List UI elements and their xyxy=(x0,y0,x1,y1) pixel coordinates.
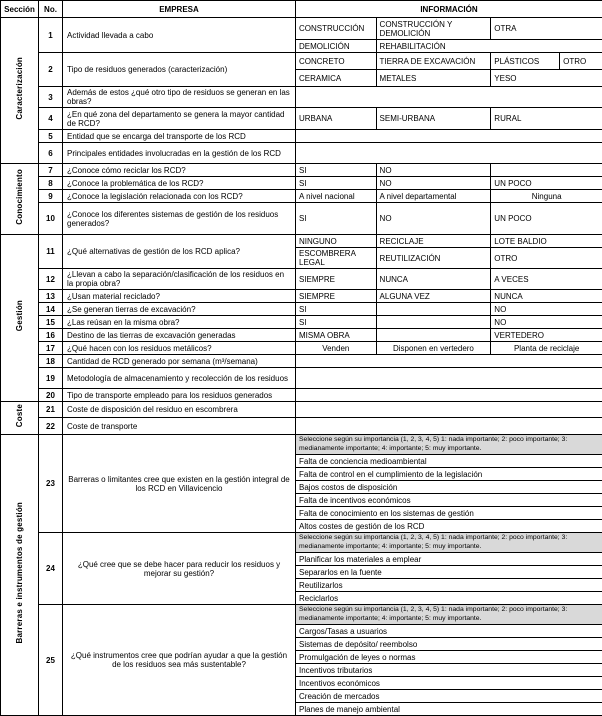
info-option-empty xyxy=(376,329,491,341)
section-cell-caracterizacion xyxy=(1,18,39,164)
question-text: Barreras o limitantes cree que existen en la gestión integral de los RCD en Villavicencio xyxy=(63,435,296,533)
table-row xyxy=(1,203,602,235)
info-option: CONSTRUCCIÓN xyxy=(296,18,376,39)
info-grid xyxy=(296,533,602,604)
info-option: NINGUNO xyxy=(296,235,376,247)
row-number: 24 xyxy=(39,533,63,605)
info-option: A nivel nacional xyxy=(296,190,376,202)
question-text: ¿Las reúsan en la misma obra? xyxy=(63,316,296,329)
option-line xyxy=(296,108,602,129)
header-informacion: INFORMACIÓN xyxy=(296,1,602,18)
question-text: Coste de transporte xyxy=(63,418,296,435)
question-text: ¿Conoce la legislación relacionada con los RCD? xyxy=(63,190,296,203)
table-row xyxy=(1,303,602,316)
info-cell xyxy=(296,235,602,269)
table-row xyxy=(1,418,602,435)
info-cell xyxy=(296,290,602,303)
question-text: Entidad que se encarga del transporte de los RCD xyxy=(63,130,296,143)
importance-instruction: Seleccione según su importancia (1, 2, 3, 4, 5) 1: nada importante; 2: poco importante; 3: medianamente importante; 4: importante; 5: muy importante. xyxy=(296,605,602,624)
info-option: Incentivos tributarios xyxy=(296,664,602,676)
info-option: CONCRETO xyxy=(296,53,376,69)
row-number: 11 xyxy=(39,235,63,269)
info-option: NO xyxy=(376,164,491,176)
info-option-empty xyxy=(376,303,491,315)
info-option: Reutilizarlos xyxy=(296,579,602,591)
info-cell xyxy=(296,605,602,716)
info-option: REHABILITACIÓN xyxy=(376,40,602,52)
info-option: Bajos costos de disposición xyxy=(296,481,602,493)
row-number: 18 xyxy=(39,355,63,368)
info-option: VERTEDERO xyxy=(490,329,602,341)
table-row xyxy=(1,605,602,716)
option-line xyxy=(296,303,602,315)
info-grid xyxy=(296,203,602,234)
table-row xyxy=(1,18,602,53)
info-option: Separarlos en la fuente xyxy=(296,566,602,578)
section-label: Gestión xyxy=(15,300,24,331)
info-option: URBANA xyxy=(296,108,376,129)
question-text: ¿Se generan tierras de excavación? xyxy=(63,303,296,316)
section-cell-gestion xyxy=(1,235,39,402)
row-number: 3 xyxy=(39,87,63,108)
row-number: 4 xyxy=(39,108,63,130)
section-label: Coste xyxy=(15,404,24,427)
table-row xyxy=(1,290,602,303)
question-text: ¿En qué zona del departamento se genera la mayor cantidad de RCD? xyxy=(63,108,296,130)
info-option: Falta de conocimiento en los sistemas de gestión xyxy=(296,507,602,519)
info-option: Cargos/Tasas a usuarios xyxy=(296,625,602,637)
info-option: NO xyxy=(490,316,602,328)
option-line xyxy=(296,506,602,519)
question-text: ¿Llevan a cabo la separación/clasificación de los residuos en la propia obra? xyxy=(63,269,296,290)
option-line xyxy=(296,663,602,676)
info-grid xyxy=(296,190,602,202)
question-text: ¿Conoce la problemática de los RCD? xyxy=(63,177,296,190)
row-number: 9 xyxy=(39,190,63,203)
question-text: ¿Qué instrumentos cree que podrían ayudar a que la gestión de los residuos sea más sustentable? xyxy=(63,605,296,716)
table-row xyxy=(1,355,602,368)
section-cell-conocimiento xyxy=(1,164,39,235)
info-option: Falta de incentivos económicos xyxy=(296,494,602,506)
info-option: Planes de manejo ambiental xyxy=(296,703,602,715)
info-option: SI xyxy=(296,203,376,234)
header-seccion: Sección xyxy=(1,1,39,18)
question-text: ¿Qué hacen con los residuos metálicos? xyxy=(63,342,296,355)
info-grid xyxy=(296,108,602,129)
info-option: Incentivos económicos xyxy=(296,677,602,689)
option-line xyxy=(296,565,602,578)
info-option: SIEMPRE xyxy=(296,269,376,289)
option-line xyxy=(296,316,602,328)
info-option: LOTE BALDIO xyxy=(490,235,602,247)
info-option: REUTILIZACIÓN xyxy=(376,248,491,268)
info-cell xyxy=(296,164,602,177)
question-text: Tipo de transporte empleado para los residuos generados xyxy=(63,389,296,402)
row-number: 10 xyxy=(39,203,63,235)
row-number: 22 xyxy=(39,418,63,435)
option-line xyxy=(296,342,602,354)
option-line xyxy=(296,235,602,247)
table-row xyxy=(1,87,602,108)
info-grid xyxy=(296,177,602,189)
info-cell xyxy=(296,143,602,164)
info-cell xyxy=(296,418,602,435)
info-grid xyxy=(296,164,602,176)
table-row xyxy=(1,389,602,402)
info-option: RECICLAJE xyxy=(376,235,491,247)
option-line xyxy=(296,435,602,454)
info-option: UN POCO xyxy=(490,203,602,234)
info-grid xyxy=(296,342,602,354)
info-grid xyxy=(296,435,602,532)
table-row xyxy=(1,177,602,190)
question-text: Destino de las tierras de excavación generadas xyxy=(63,329,296,342)
info-cell xyxy=(296,130,602,143)
info-option: OTRO xyxy=(559,53,602,69)
info-option: CERAMICA xyxy=(296,70,376,86)
info-cell xyxy=(296,533,602,605)
row-number: 1 xyxy=(39,18,63,53)
info-grid xyxy=(296,290,602,302)
row-number: 20 xyxy=(39,389,63,402)
option-line xyxy=(296,637,602,650)
header-empresa: EMPRESA xyxy=(63,1,296,18)
row-number: 21 xyxy=(39,402,63,418)
question-text: ¿Qué cree que se debe hacer para reducir los residuos y mejorar su gestión? xyxy=(63,533,296,605)
section-label: Caracterización xyxy=(15,57,24,120)
info-option: Creación de mercados xyxy=(296,690,602,702)
table-row xyxy=(1,190,602,203)
question-text: ¿Usan material reciclado? xyxy=(63,290,296,303)
info-cell xyxy=(296,329,602,342)
option-line xyxy=(296,467,602,480)
table-row xyxy=(1,164,602,177)
option-line xyxy=(296,69,602,86)
info-cell xyxy=(296,269,602,290)
section-cell-barreras xyxy=(1,435,39,716)
table-row xyxy=(1,316,602,329)
info-option: Ninguna xyxy=(490,190,602,202)
option-line xyxy=(296,190,602,202)
info-option: TIERRA DE EXCAVACIÓN xyxy=(376,53,491,69)
info-option: SI xyxy=(296,303,376,315)
header-no: No. xyxy=(39,1,63,18)
section-label: Conocimiento xyxy=(15,169,24,225)
info-option-empty xyxy=(490,164,602,176)
table-row xyxy=(1,329,602,342)
info-cell xyxy=(296,203,602,235)
row-number: 25 xyxy=(39,605,63,716)
info-option: OTRO xyxy=(490,248,602,268)
row-number: 16 xyxy=(39,329,63,342)
option-line xyxy=(296,533,602,552)
option-line xyxy=(296,591,602,604)
info-option: NUNCA xyxy=(490,290,602,302)
info-cell xyxy=(296,342,602,355)
info-grid xyxy=(296,235,602,268)
row-number: 14 xyxy=(39,303,63,316)
option-line xyxy=(296,203,602,234)
option-line xyxy=(296,269,602,289)
table-row xyxy=(1,342,602,355)
question-text: Metodología de almacenamiento y recolección de los residuos xyxy=(63,368,296,389)
info-cell xyxy=(296,108,602,130)
info-grid xyxy=(296,329,602,341)
table-row xyxy=(1,108,602,130)
table-row xyxy=(1,235,602,269)
info-option: Promulgación de leyes o normas xyxy=(296,651,602,663)
info-option: NO xyxy=(376,203,491,234)
option-line xyxy=(296,552,602,565)
info-option: Falta de control en el cumplimiento de la legislación xyxy=(296,468,602,480)
info-option: MISMA OBRA xyxy=(296,329,376,341)
info-option: Disponen en vertedero xyxy=(376,342,491,354)
info-cell xyxy=(296,402,602,418)
question-text: ¿Conoce cómo reciclar los RCD? xyxy=(63,164,296,177)
option-line xyxy=(296,624,602,637)
row-number: 6 xyxy=(39,143,63,164)
info-option: SI xyxy=(296,164,376,176)
info-option: SI xyxy=(296,316,376,328)
row-number: 15 xyxy=(39,316,63,329)
table-row xyxy=(1,533,602,605)
question-text: Además de estos ¿qué otro tipo de residuos se generan en las obras? xyxy=(63,87,296,108)
info-cell xyxy=(296,368,602,389)
info-option: SI xyxy=(296,177,376,189)
option-line xyxy=(296,605,602,624)
option-line xyxy=(296,290,602,302)
info-option-empty xyxy=(376,316,491,328)
info-option: RURAL xyxy=(490,108,602,129)
section-cell-coste xyxy=(1,402,39,435)
row-number: 17 xyxy=(39,342,63,355)
option-line xyxy=(296,177,602,189)
info-option: Altos costes de gestión de los RCD xyxy=(296,520,602,532)
table-row xyxy=(1,143,602,164)
option-line xyxy=(296,164,602,176)
option-line xyxy=(296,578,602,591)
info-cell xyxy=(296,355,602,368)
importance-instruction: Seleccione según su importancia (1, 2, 3, 4, 5) 1: nada importante; 2: poco importante; 3: medianamente importante; 4: importante; 5: muy importante. xyxy=(296,533,602,552)
table-row xyxy=(1,435,602,533)
info-option: METALES xyxy=(376,70,491,86)
option-line xyxy=(296,329,602,341)
question-text: Tipo de residuos generados (caracterización) xyxy=(63,53,296,87)
table-row xyxy=(1,402,602,418)
option-line xyxy=(296,18,602,39)
info-cell xyxy=(296,53,602,87)
info-option: NUNCA xyxy=(376,269,491,289)
header-row xyxy=(1,1,602,18)
info-option: Reciclarlos xyxy=(296,592,602,604)
info-option: Planificar los materiales a emplear xyxy=(296,553,602,565)
info-option: Falta de conciencia medioambiental xyxy=(296,455,602,467)
info-option: SIEMPRE xyxy=(296,290,376,302)
row-number: 23 xyxy=(39,435,63,533)
info-cell xyxy=(296,389,602,402)
option-line xyxy=(296,480,602,493)
info-option: DEMOLICIÓN xyxy=(296,40,376,52)
info-cell xyxy=(296,87,602,108)
info-cell xyxy=(296,18,602,53)
info-grid xyxy=(296,303,602,315)
info-option: Planta de reciclaje xyxy=(490,342,602,354)
info-option: A nivel departamental xyxy=(376,190,491,202)
question-text: ¿Qué alternativas de gestión de los RCD aplica? xyxy=(63,235,296,269)
info-option: UN POCO xyxy=(490,177,602,189)
info-option: Sistemas de depósito/ reembolso xyxy=(296,638,602,650)
info-option: CONSTRUCCIÓN Y DEMOLICIÓN xyxy=(376,18,491,39)
info-option: ALGUNA VEZ xyxy=(376,290,491,302)
question-text: Cantidad de RCD generado por semana (m³/semana) xyxy=(63,355,296,368)
option-line xyxy=(296,519,602,532)
option-line xyxy=(296,493,602,506)
option-line xyxy=(296,676,602,689)
info-cell xyxy=(296,190,602,203)
option-line xyxy=(296,689,602,702)
option-line xyxy=(296,39,602,52)
info-option: OTRA xyxy=(490,18,602,39)
row-number: 13 xyxy=(39,290,63,303)
question-text: Principales entidades involucradas en la gestión de los RCD xyxy=(63,143,296,164)
option-line xyxy=(296,53,602,69)
option-line xyxy=(296,650,602,663)
info-option: YESO xyxy=(490,70,602,86)
info-option: A VECES xyxy=(490,269,602,289)
table-row xyxy=(1,368,602,389)
table-row xyxy=(1,130,602,143)
info-option: SEMI-URBANA xyxy=(376,108,491,129)
option-line xyxy=(296,247,602,268)
info-grid xyxy=(296,18,602,52)
info-grid xyxy=(296,316,602,328)
row-number: 5 xyxy=(39,130,63,143)
info-grid xyxy=(296,53,602,86)
info-option: NO xyxy=(376,177,491,189)
question-text: ¿Conoce los diferentes sistemas de gestión de los residuos generados? xyxy=(63,203,296,235)
info-cell xyxy=(296,435,602,533)
importance-instruction: Seleccione según su importancia (1, 2, 3, 4, 5) 1: nada importante; 2: poco importante; 3: medianamente importante; 4: importante; 5: muy importante. xyxy=(296,435,602,454)
table-row xyxy=(1,53,602,87)
row-number: 2 xyxy=(39,53,63,87)
info-cell xyxy=(296,177,602,190)
question-text: Actividad llevada a cabo xyxy=(63,18,296,53)
info-option: PLÁSTICOS xyxy=(490,53,559,69)
table-row xyxy=(1,269,602,290)
option-line xyxy=(296,702,602,715)
option-line xyxy=(296,454,602,467)
row-number: 12 xyxy=(39,269,63,290)
info-grid xyxy=(296,269,602,289)
info-cell xyxy=(296,303,602,316)
info-option: Venden xyxy=(296,342,376,354)
question-text: Coste de disposición del residuo en escombrera xyxy=(63,402,296,418)
info-cell xyxy=(296,316,602,329)
table-body xyxy=(1,18,602,716)
section-label: Barreras e instrumentos de gestión xyxy=(15,502,24,644)
info-option: NO xyxy=(490,303,602,315)
row-number: 8 xyxy=(39,177,63,190)
row-number: 7 xyxy=(39,164,63,177)
info-option: ESCOMBRERA LEGAL xyxy=(296,248,376,268)
info-grid xyxy=(296,605,602,715)
row-number: 19 xyxy=(39,368,63,389)
